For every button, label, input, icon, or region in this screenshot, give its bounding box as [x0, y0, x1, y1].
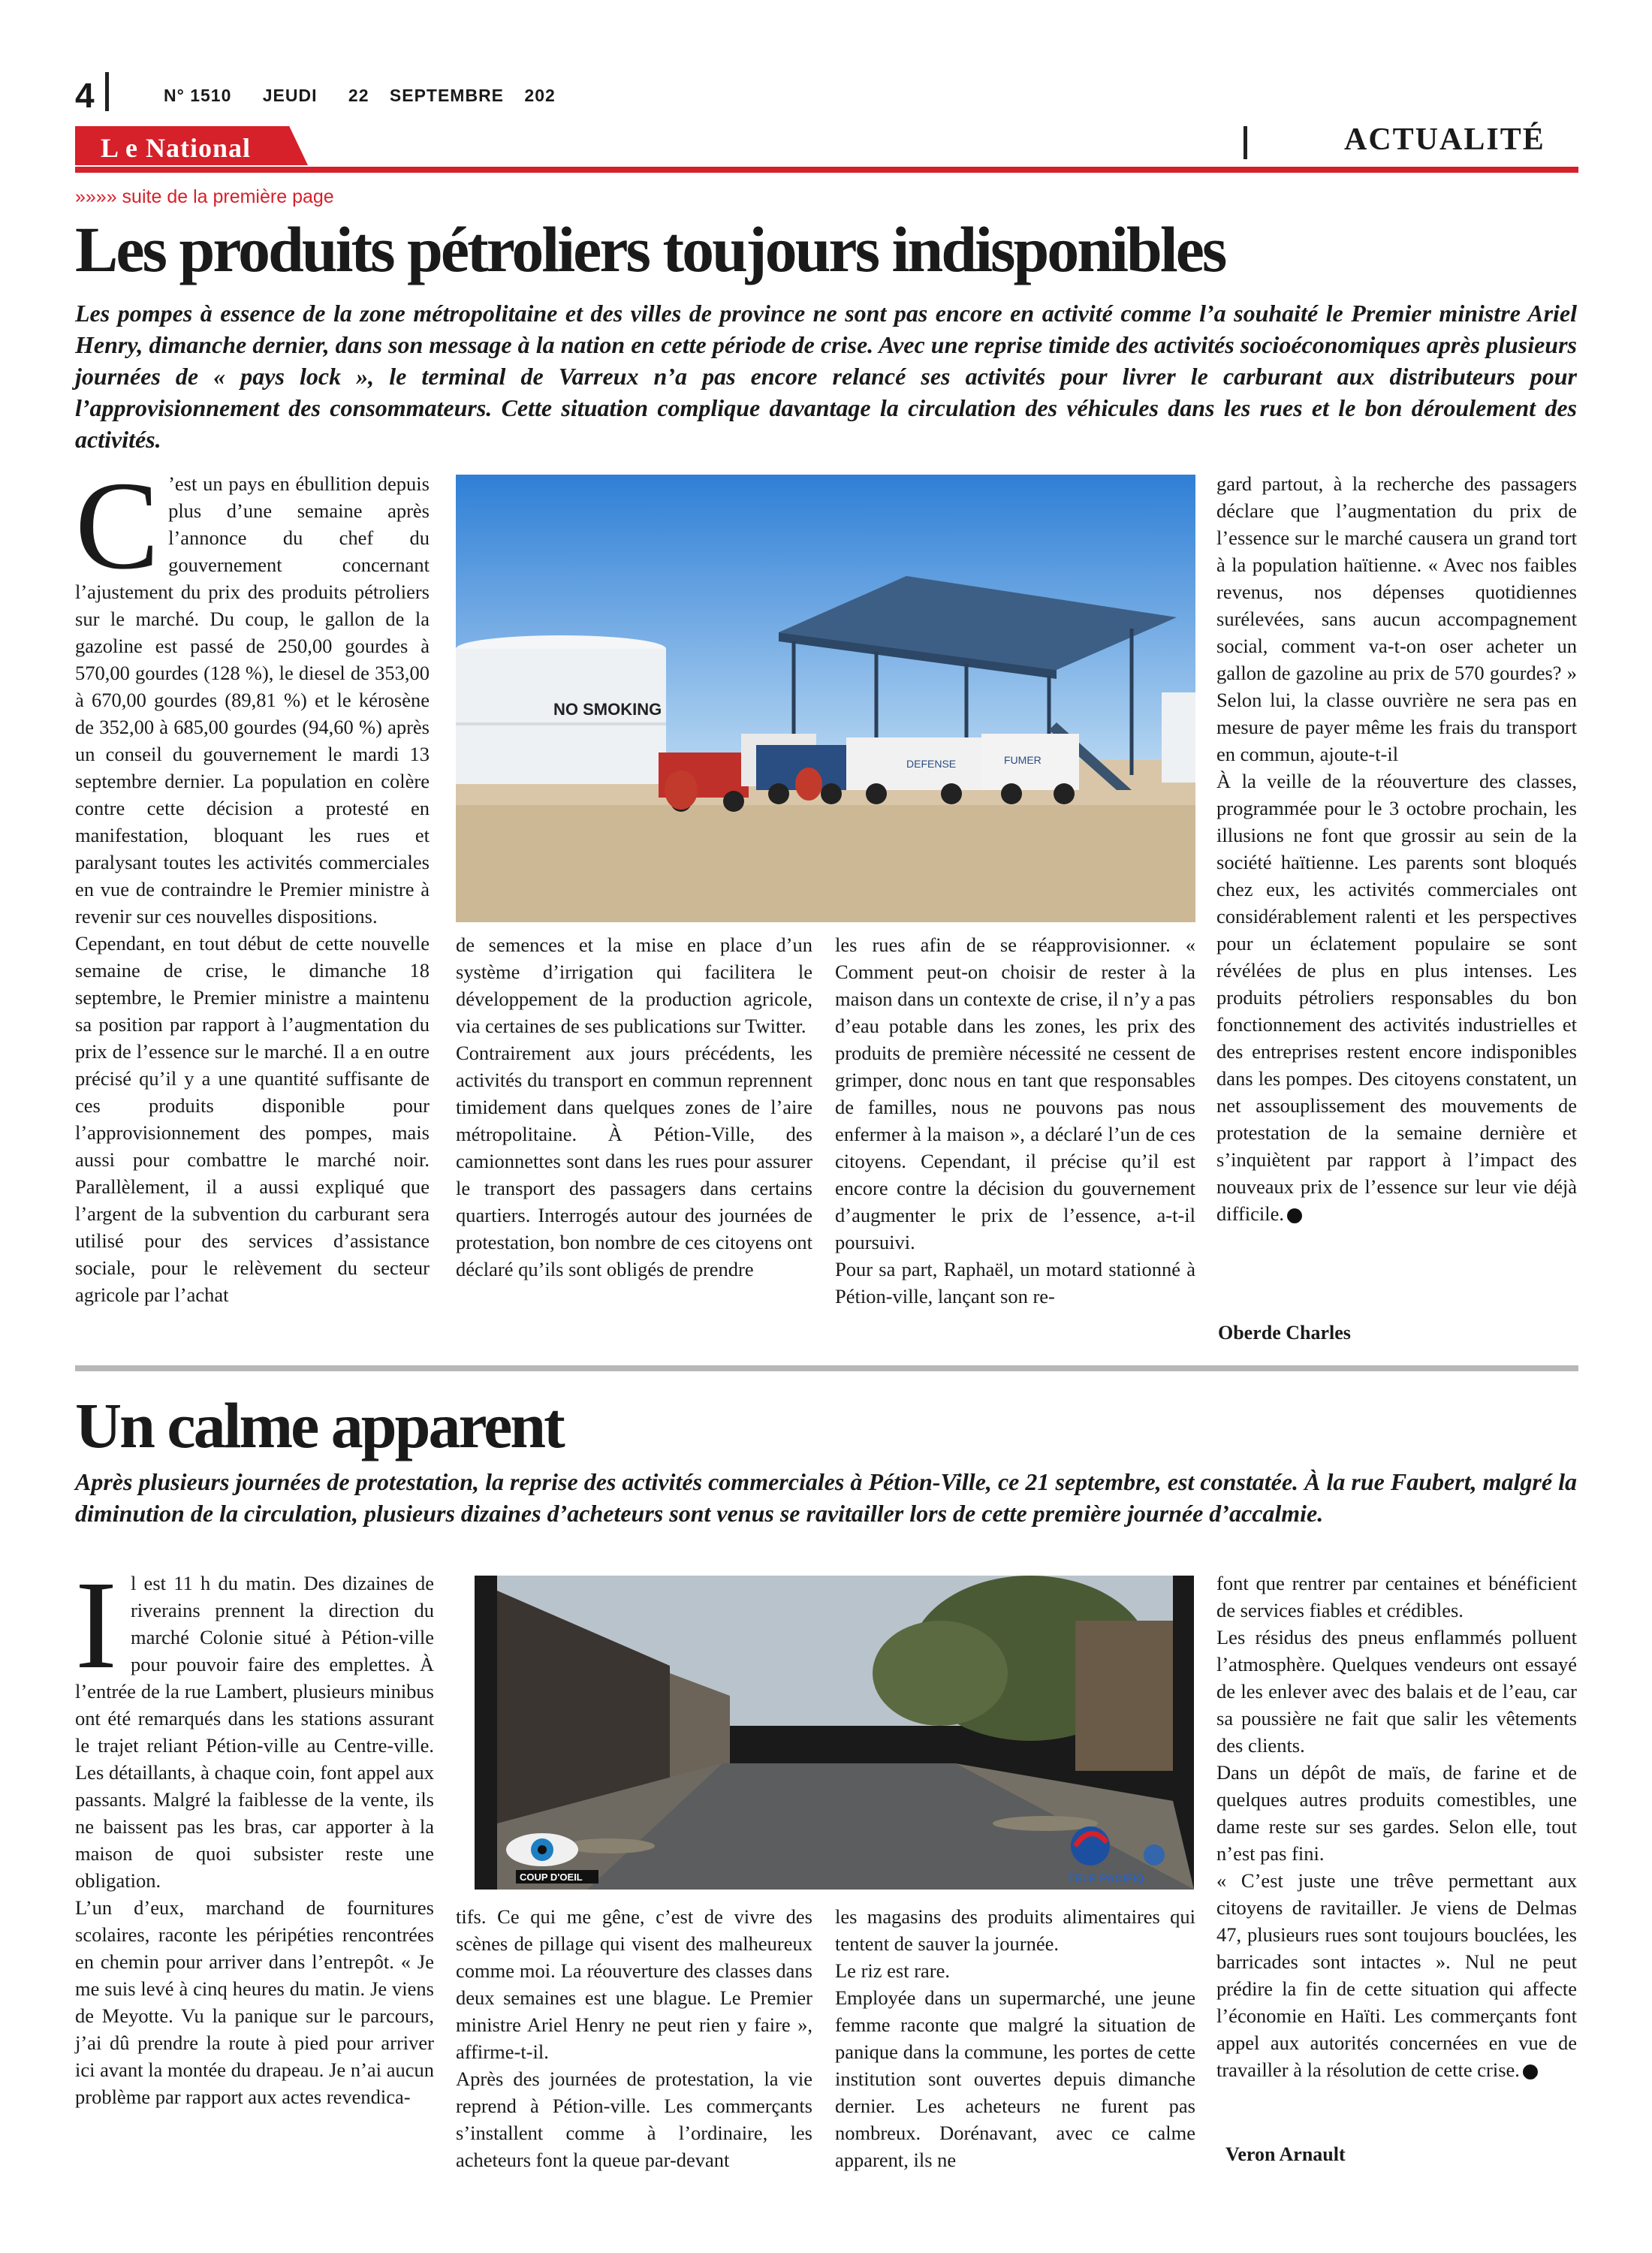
article2-paragraph: Le riz est rare.	[835, 1959, 951, 1982]
article1-paragraph: les rues afin de se réapprovisionner. « Comment peut-on choisir de rester à la maison dans un contexte de crise, il n’y a pas d’eau potable dans les zones, les prix des produits de première nécessité ne cessent de grimper, donc nous en tant que responsables de familles, nous ne pouvons pas nous enfermer à la maison », a déclaré l’un de ces citoyens. Cependant, il précise qu’il est encore contre la décision du gouvernement d’augmenter le prix de l’essence, a-t-il poursuivi.	[835, 933, 1195, 1253]
article1-column-4	[1216, 470, 1577, 1227]
fuel-terminal-photo	[456, 475, 1195, 922]
article1-paragraph	[1216, 768, 1577, 1227]
article2-column-1	[75, 1555, 434, 2110]
page-number-divider	[105, 72, 109, 111]
article2-paragraph	[1216, 1867, 1577, 2083]
street-photo	[475, 1576, 1194, 1890]
article1-column-3	[835, 931, 1195, 1310]
end-of-article-icon	[1523, 2064, 1538, 2080]
article2-paragraph: Dans un dépôt de maïs, de farine et de quelques autres produits comestibles, une dame reste sur ses gardes. Selon elle, tout n’est pas fini.	[1216, 1761, 1577, 1865]
article2-paragraph: l est 11 h du matin. Des dizaines de riverains prennent la direction du marché Colonie situé à Pétion-ville pour pouvoir faire des emplettes. À l’entrée de la rue Lambert, plusieurs minibus ont été remarqués dans les stations assurant le trajet reliant Pétion-ville au Centre-ville. Les détaillants, à chaque coin, font appel aux passants. Malgré la faiblesse de la vente, ils ne baissent pas les bras, car apporter à la maison de quoi subsister reste une obligation.	[75, 1572, 434, 1892]
fuel-terminal-image	[456, 475, 1195, 922]
article1-headline: Les produits pétroliers toujours indisponibles	[75, 213, 1225, 285]
issue-month: SEPTEMBRE	[389, 86, 505, 105]
issue-info	[164, 86, 581, 106]
article1-column-1	[75, 456, 430, 1308]
header-rule	[75, 167, 1578, 173]
issue-day: JEUDI	[262, 86, 318, 105]
article2-paragraph: tifs. Ce qui me gêne, c’est de vivre des scènes de pillage qui visent des malheureux comme moi. La réouverture des classes dans deux semaines est une blague. Le Premier ministre Ariel Henry ne peut rien y faire », affirme-t-il.	[456, 1905, 812, 2063]
article1-lead: Les pompes à essence de la zone métropolitaine et des villes de province ne sont pas encore en activité comme l’a souhaité le Premier ministre Ariel Henry, dimanche dernier, dans son message à la nation en cette période de crise. Avec une reprise timide des activités socioéconomiques après plusieurs journées de « pays lock », le terminal de Varreux n’a pas encore relancé ses activités pour livrer le carburant aux distributeurs pour l’approvisionnement des consommateurs. Cette situation complique davantage la circulation des véhicules dans les rues et le bon déroulement des activités.	[75, 300, 1577, 453]
tele-pacifiq-logo: TELE PACIFIQ	[1068, 1872, 1145, 1885]
article2-lead: Après plusieurs journées de protestation, la reprise des activités commerciales à Pétion-Ville, ce 21 septembre, est constatée. À la rue Faubert, malgré la diminution de la circulation, plusieurs dizaines d’acheteurs sont venus se ravitailler lors de cette première journée d’accalmie.	[75, 1468, 1577, 1527]
article2-column-4	[1216, 1570, 1577, 2083]
section-divider	[1244, 126, 1247, 159]
coup-doeil-logo: COUP D'OEIL	[520, 1871, 583, 1883]
issue-number: N° 1510	[164, 86, 232, 105]
end-of-article-icon	[1287, 1208, 1302, 1223]
article2-dropcap: I	[75, 1555, 117, 1695]
article1-byline: Oberde Charles	[1218, 1322, 1351, 1344]
article1-paragraph: Cependant, en tout début de cette nouvelle semaine de crise, le dimanche 18 septembre, le Premier ministre a maintenu sa position par rapport à l’augmentation du prix de l’essence sur le marché. Il a en outre précisé qu’il y a une quantité suffisante de ces produits disponible pour l’approvisionnement des pompes, mais aussi pour combattre le marché noir. Parallèlement, il a aussi expliqué que l’argent de la subvention du carburant sera utilisé pour des services d’assistance sociale, pour le relèvement du secteur agricole par l’achat	[75, 932, 430, 1306]
article2-byline: Veron Arnault	[1225, 2143, 1346, 2165]
article2-paragraph: L’un d’eux, marchand de fournitures scolaires, raconte les péripéties rencontrées en chemin pour arriver dans l’entrepôt. « Je me suis levé à cinq heures du matin. Je viens de Meyotte. Vu la panique sur le parcours, j’ai dû prendre la route à pied pour arriver ici avant la montée du drapeau. Je n’ai aucun problème par rapport aux actes revendica-	[75, 1896, 434, 2108]
article1-dropcap: C	[75, 456, 160, 596]
article1-paragraph: gard partout, à la recherche des passagers déclare que l’augmentation du prix de l’essence sur le marché causera un grand tort à la population haïtienne. « Avec nos faibles revenus, nos dépenses quotidiennes surélevées, sans aucun accompagnement social, comment va-t-on oser acheter un gallon de gazoline au prix de 570 gourdes? » Selon lui, la classe ouvrière ne sera pas en mesure de payer même les frais du transport en commun, ajoute-t-il	[1216, 472, 1577, 765]
article2-closing-text: « C’est juste une trêve permettant aux citoyens de ravitailler. Je viens de Delmas 47, plusieurs rues sont toujours bouclées, les barricades sont intactes ». Nul ne peut prédire la fin de cette situation qui affecte l’économie en Haïti. Les commerçants font appel aux autorités concernées en vue de travailler à la résolution de cette crise.	[1216, 1869, 1577, 2081]
truck-label-defense: DEFENSE	[906, 758, 957, 770]
issue-date-day: 22	[348, 86, 369, 105]
article1-paragraph: Pour sa part, Raphaël, un motard stationné à Pétion-ville, lançant son re-	[835, 1258, 1195, 1307]
article2-paragraph: Les résidus des pneus enflammés polluent l’atmosphère. Quelques vendeurs ont essayé de les enlever avec des balais et de l’eau, car sa poussière ne fait que salir les vêtements des clients.	[1216, 1626, 1577, 1757]
article2-headline: Un calme apparent	[75, 1389, 563, 1461]
article1-paragraph: Contrairement aux jours précédents, les activités du transport en commun reprennent timidement dans quelques zones de l’aire métropolitaine. À Pétion-Ville, des camionnettes sont dans les rues pour assurer le transport des passagers dans certains quartiers. Interrogés autour des journées de protestation, bon nombre de ces citoyens ont déclaré qu’ils sont obligés de prendre	[456, 1042, 812, 1280]
article2-paragraph: Après des journées de protestation, la vie reprend à Pétion-ville. Les commerçants s’installent comme à l’ordinaire, les acheteurs font la queue par-devant	[456, 2068, 812, 2171]
truck-label-fumer: FUMER	[1004, 754, 1042, 766]
article-divider	[75, 1365, 1578, 1371]
newspaper-logo: L e National	[101, 133, 252, 163]
section-label: ACTUALITÉ	[1344, 122, 1545, 157]
continued-label: »»»» suite de la première page	[75, 186, 334, 207]
article2-paragraph: les magasins des produits alimentaires qui tentent de sauver la journée.	[835, 1905, 1195, 1955]
article1-paragraph: de semences et la mise en place d’un système d’irrigation qui facilitera le développement de la production agricole, via certaines de ses publications sur Twitter.	[456, 933, 812, 1037]
article1-paragraph: ’est un pays en ébullition depuis plus d’une semaine après l’annonce du chef du gouvernement concernant l’ajustement du prix des produits pétroliers sur le marché. Du coup, le gallon de la gazoline est passé de 250,00 gourdes à 570,00 gourdes (128 %), le diesel de 353,00 à 670,00 gourdes (89,81 %) et le kérosène de 352,00 à 685,00 gourdes (94,60 %) après un conseil du gouvernement le mardi 13 septembre dernier. La population en colère contre cette décision a protesté en manifestation, bloquant les rues et paralysant toutes les activités commerciales en vue de contraindre le Premier ministre à revenir sur ces nouvelles dispositions.	[75, 472, 430, 927]
no-smoking-sign: NO SMOKING	[553, 700, 662, 719]
article2-paragraph: Employée dans un supermarché, une jeune femme raconte que malgré la situation de panique dans la commune, les portes de cette institution sont ouvertes depuis dimanche dernier. Les acheteurs ne furent pas nombreux. Dorénavant, avec ce calme apparent, ils ne	[835, 1986, 1195, 2171]
page-number: 4	[75, 76, 95, 115]
article2-paragraph: font que rentrer par centaines et bénéficient de services fiables et crédibles.	[1216, 1572, 1577, 1621]
street-image	[475, 1576, 1194, 1890]
article1-column-2	[456, 931, 812, 1283]
article1-closing-text: À la veille de la réouverture des classes, programmée pour le 3 octobre prochain, les illusions ne font que grossir au sein de la société haïtienne. Les parents sont bloqués chez eux, les activités commerciales ont considérablement ralenti et les perspectives pour un éclatement populaire se sont révélées de plus en plus intenses. Les produits pétroliers responsables du bon fonctionnement des activités industrielles et des entreprises restent encore indisponibles dans les pompes. Des citoyens constatent, un net assouplissement des mouvements de protestation de la semaine dernière et s’inquiètent par rapport à l’impact des nouveaux prix de l’essence sur leur vie déjà difficile.	[1216, 770, 1577, 1225]
article2-column-3	[835, 1903, 1195, 2173]
issue-year: 202	[524, 86, 556, 105]
article2-column-2	[456, 1903, 812, 2173]
